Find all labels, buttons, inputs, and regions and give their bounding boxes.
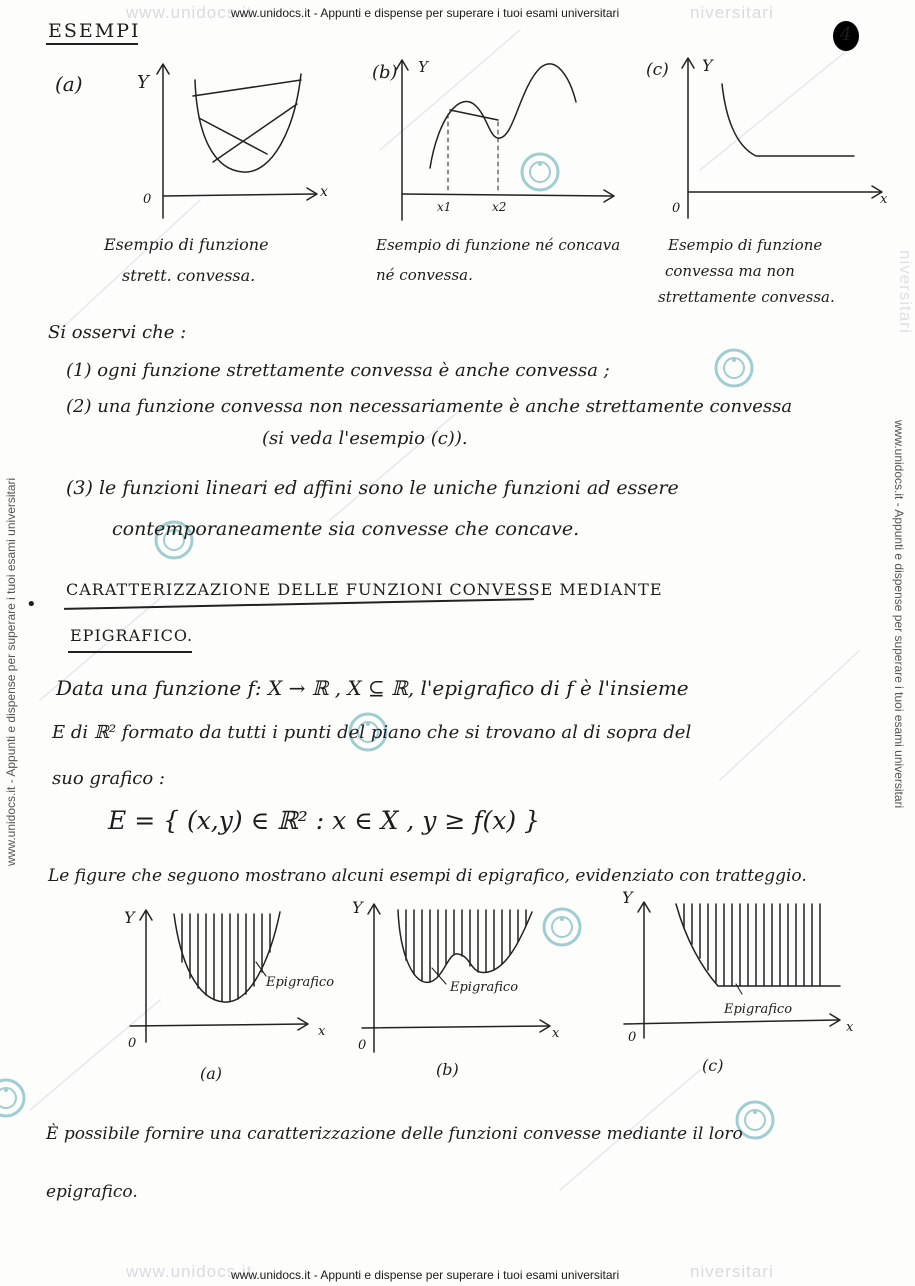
example-b-caption-2: né convessa. bbox=[376, 266, 473, 284]
observations-intro: Si osservi che : bbox=[48, 322, 187, 343]
example-c-axis-x: x bbox=[880, 192, 888, 207]
heading-underline bbox=[46, 43, 138, 45]
example-b-tag: (b) bbox=[372, 62, 398, 83]
example-b-axis-y: Y bbox=[418, 58, 428, 76]
definition-line-3: suo grafico : bbox=[52, 768, 165, 789]
epigraph-b-tag: (b) bbox=[436, 1060, 459, 1079]
example-a-axis-x: x bbox=[320, 184, 328, 200]
section-title-line-1: CARATTERIZZAZIONE DELLE FUNZIONI CONVESSE MEDIANTE bbox=[66, 580, 663, 599]
epigraph-c-axis-y: Y bbox=[622, 888, 633, 907]
ghost-watermark-bottom-right: niversitari bbox=[690, 1262, 774, 1281]
definition-line-2: E di ℝ² formato da tutti i punti del piano che si trovano al di sopra del bbox=[52, 722, 692, 743]
epigraph-a-axis-y: Y bbox=[124, 908, 135, 927]
example-b-tick-x1: x1 bbox=[437, 200, 452, 214]
observation-3: (3) le funzioni lineari ed affini sono le uniche funzioni ad essere bbox=[66, 477, 679, 499]
ghost-watermark-top-right: niversitari bbox=[690, 3, 774, 22]
epigraph-a-axis-x: x bbox=[318, 1024, 326, 1039]
epigraph-b-origin: 0 bbox=[358, 1038, 367, 1053]
watermark-left-vertical: www.unidocs.it - Appunti e dispense per superare i tuoi esami universitari bbox=[4, 477, 18, 866]
ghost-watermark-right-vertical: niversitari bbox=[896, 250, 915, 334]
closing-line-1: È possibile fornire una caratterizzazione delle funzioni convesse mediante il loro bbox=[46, 1124, 743, 1144]
epigraph-c-label: Epigrafico bbox=[724, 1002, 793, 1017]
example-c-origin: 0 bbox=[672, 201, 681, 216]
epigraph-a-label: Epigrafico bbox=[266, 975, 335, 990]
section-title-underline-2 bbox=[68, 651, 192, 653]
section-title-line-2: EPIGRAFICO. bbox=[70, 626, 194, 645]
example-c-axis-y: Y bbox=[702, 56, 713, 75]
example-a-caption-1: Esempio di funzione bbox=[104, 235, 269, 254]
example-a-axis-y: Y bbox=[137, 72, 149, 93]
example-a-caption-2: strett. convessa. bbox=[122, 266, 256, 285]
page-number: 4 bbox=[840, 24, 852, 45]
closing-line-2: epigrafico. bbox=[46, 1182, 138, 1202]
example-c-tag: (c) bbox=[646, 60, 669, 80]
example-c-caption-2: convessa ma non bbox=[665, 262, 795, 280]
ghost-watermark-top-left: www.unidocs.it bbox=[126, 3, 253, 22]
epigraph-b-label: Epigrafico bbox=[450, 980, 519, 995]
observation-1: (1) ogni funzione strettamente convessa è anche convessa ; bbox=[66, 360, 610, 381]
epigraph-c-tag: (c) bbox=[702, 1056, 724, 1075]
ghost-watermark-bottom-left: www.unidocs.it bbox=[126, 1262, 253, 1281]
epigraph-a-origin: 0 bbox=[128, 1036, 137, 1051]
example-b-tick-x2: x2 bbox=[492, 200, 507, 214]
observation-2: (2) una funzione convessa non necessariamente è anche strettamente convessa bbox=[66, 396, 793, 417]
example-c-caption-1: Esempio di funzione bbox=[668, 236, 823, 254]
definition-formula: E = { (x,y) ∈ ℝ² : x ∈ X , y ≥ f(x) } bbox=[108, 806, 540, 835]
example-c-caption-3: strettamente convessa. bbox=[658, 288, 835, 306]
section-bullet: • bbox=[26, 594, 37, 615]
section-heading-esempi: ESEMPI bbox=[48, 20, 141, 42]
observation-3-continued: contemporaneamente sia convesse che concave. bbox=[112, 518, 580, 540]
watermark-right-vertical: www.unidocs.it - Appunti e dispense per superare i tuoi esami universitari bbox=[892, 420, 906, 809]
figures-intro: Le figure che seguono mostrano alcuni esempi di epigrafico, evidenziato con tratteggio. bbox=[48, 866, 807, 886]
example-b-caption-1: Esempio di funzione né concava bbox=[376, 236, 621, 254]
epigraph-c-origin: 0 bbox=[628, 1030, 637, 1045]
epigraph-figure-b bbox=[352, 896, 562, 1056]
epigraph-b-axis-y: Y bbox=[352, 898, 363, 917]
observation-2-continued: (si veda l'esempio (c)). bbox=[262, 428, 468, 449]
epigraph-figure-c bbox=[618, 890, 858, 1040]
watermark-bottom: www.unidocs.it - Appunti e dispense per superare i tuoi esami universitari bbox=[231, 1268, 620, 1282]
example-a-origin: 0 bbox=[143, 192, 152, 207]
unidocs-logo-icon bbox=[0, 1076, 28, 1120]
epigraph-c-axis-x: x bbox=[846, 1020, 854, 1035]
epigraph-a-tag: (a) bbox=[200, 1064, 223, 1083]
example-a-graph bbox=[135, 58, 335, 228]
epigraph-b-axis-x: x bbox=[552, 1026, 560, 1041]
unidocs-logo-icon bbox=[712, 346, 756, 390]
definition-line-1: Data una funzione f: X → ℝ , X ⊆ ℝ, l'epigrafico di f è l'insieme bbox=[56, 676, 689, 700]
watermark-top: www.unidocs.it - Appunti e dispense per superare i tuoi esami universitari bbox=[231, 6, 620, 20]
example-a-tag: (a) bbox=[55, 72, 83, 96]
example-c-graph bbox=[670, 50, 890, 220]
